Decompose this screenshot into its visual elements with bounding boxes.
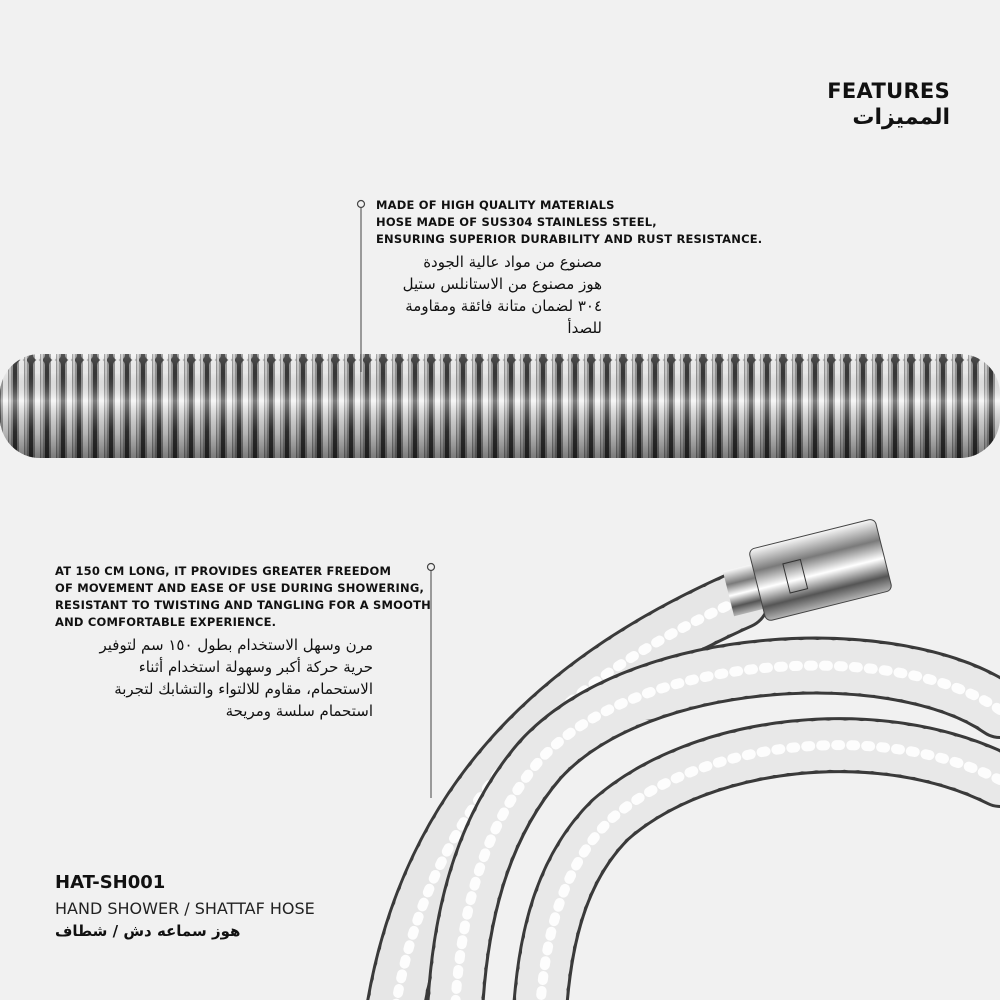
length-callout	[55, 563, 431, 722]
length-text-en-3: RESISTANT TO TWISTING AND TANGLING FOR A SMOOTH	[55, 598, 431, 612]
features-title-en: FEATURES	[827, 79, 950, 103]
material-callout	[376, 197, 776, 339]
length-text-ar-3: الاستحمام، مقاوم للالتواء والتشابك لتجربة	[114, 680, 373, 698]
length-text-en-4: AND COMFORTABLE EXPERIENCE.	[55, 615, 277, 629]
callout-line-material	[358, 201, 365, 373]
length-text-en-2: OF MOVEMENT AND EASE OF USE DURING SHOWERING,	[55, 581, 425, 595]
material-text-ar-3: ٣٠٤ لضمان متانة فائقة ومقاومة للصدأ	[405, 297, 602, 337]
length-text-ar-2: حرية حركة أكبر وسهولة استخدام أثناء	[138, 658, 373, 676]
material-text-en-1: MADE OF HIGH QUALITY MATERIALS	[376, 198, 615, 212]
material-text-en-2: HOSE MADE OF SUS304 STAINLESS STEEL,	[376, 215, 657, 229]
length-text-ar-4: استحمام سلسة ومريحة	[225, 702, 373, 720]
material-text-ar-2: هوز مصنوع من الاستانلس ستيل	[402, 275, 602, 293]
straight-hose	[0, 354, 1000, 458]
length-text-ar	[55, 634, 373, 722]
product-name-ar: هوز سماعه دش / شطاف	[55, 922, 241, 940]
hose-connector	[719, 518, 892, 629]
product-info	[55, 871, 315, 942]
material-text-ar-1: مصنوع من مواد عالية الجودة	[423, 253, 602, 271]
length-text-ar-1: مرن وسهل الاستخدام بطول ١٥٠ سم لتوفير	[99, 636, 373, 654]
coiled-hose	[395, 600, 1000, 1000]
material-text-en-3: ENSURING SUPERIOR DURABILITY AND RUST RESISTANCE.	[376, 232, 763, 246]
features-title-ar: المميزات	[852, 105, 950, 130]
material-text-ar	[376, 251, 602, 339]
features-heading	[827, 78, 950, 132]
length-text-en-1: AT 150 CM LONG, IT PROVIDES GREATER FREEDOM	[55, 564, 392, 578]
product-code: HAT-SH001	[55, 872, 166, 893]
product-name-en: HAND SHOWER / SHATTAF HOSE	[55, 899, 315, 918]
